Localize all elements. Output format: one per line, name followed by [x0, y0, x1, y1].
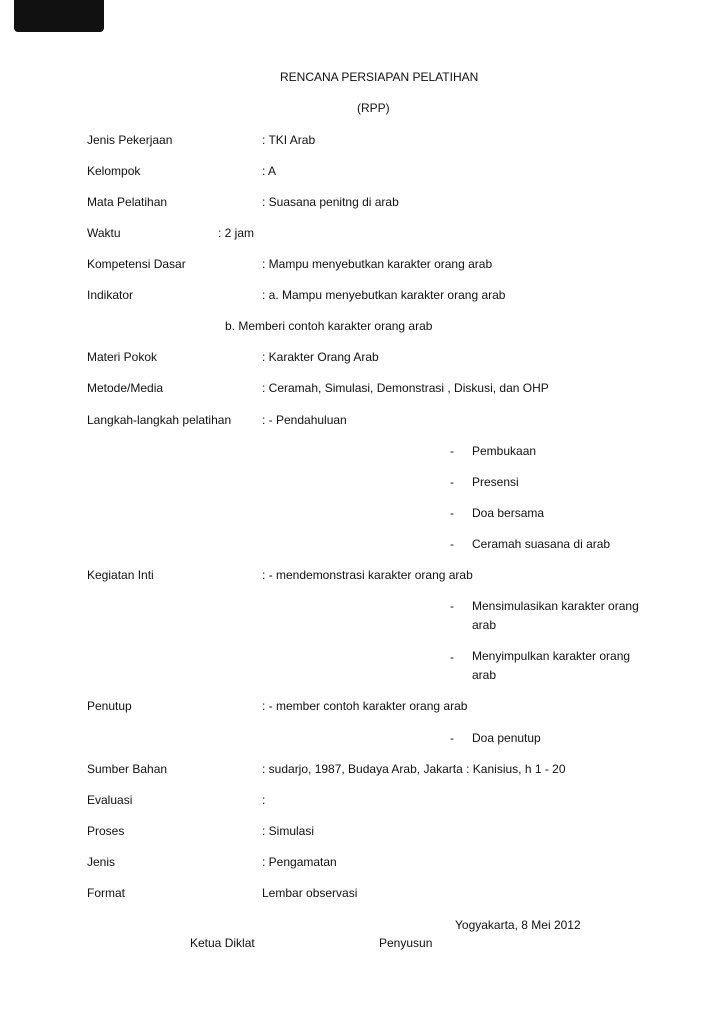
- label-kegiatan-inti: Kegiatan Inti: [87, 568, 154, 582]
- place-date: Yogyakarta, 8 Mei 2012: [455, 918, 581, 932]
- label-waktu: Waktu: [87, 226, 121, 240]
- value-mata-pelatihan: : Suasana penitng di arab: [262, 195, 399, 209]
- list-item-kegiatan-inti: Menyimpulkan karakter orang arab: [472, 649, 631, 682]
- list-item-pendahuluan: Ceramah suasana di arab: [472, 537, 611, 551]
- bullet-dash: -: [450, 444, 454, 458]
- label-mata-pelatihan: Mata Pelatihan: [87, 195, 168, 209]
- signature-ketua-diklat: Ketua Diklat: [190, 936, 255, 950]
- value-kelompok: : A: [262, 164, 277, 178]
- value-proses: : Simulasi: [262, 824, 315, 838]
- list-item-pendahuluan: Pembukaan: [472, 444, 537, 458]
- label-kelompok: Kelompok: [87, 164, 141, 178]
- value-indikator-b: b. Memberi contoh karakter orang arab: [225, 319, 433, 333]
- value-sumber-bahan: : sudarjo, 1987, Budaya Arab, Jakarta : Kanisius, h 1 - 20: [262, 762, 566, 776]
- value-penutup: : - member contoh karakter orang arab: [262, 699, 468, 713]
- value-indikator-a: : a. Mampu menyebutkan karakter orang arab: [262, 288, 506, 302]
- value-langkah-pelatihan: : - Pendahuluan: [262, 413, 347, 427]
- document-title: RENCANA PERSIAPAN PELATIHAN: [280, 70, 479, 84]
- bullet-dash: -: [450, 731, 454, 745]
- value-kegiatan-inti: : - mendemonstrasi karakter orang arab: [262, 568, 473, 582]
- label-penutup: Penutup: [87, 699, 132, 713]
- black-tab-decoration: [14, 0, 104, 32]
- bullet-dash: -: [450, 650, 454, 664]
- value-jenis: : Pengamatan: [262, 855, 337, 869]
- bullet-dash: -: [450, 506, 454, 520]
- bullet-dash: -: [450, 599, 454, 613]
- list-item-kegiatan-inti: Mensimulasikan karakter orang arab: [472, 599, 639, 632]
- value-materi-pokok: : Karakter Orang Arab: [262, 350, 379, 364]
- label-metode-media: Metode/Media: [87, 381, 164, 395]
- label-jenis-pekerjaan: Jenis Pekerjaan: [87, 133, 173, 147]
- value-jenis-pekerjaan: : TKI Arab: [262, 133, 316, 147]
- label-sumber-bahan: Sumber Bahan: [87, 762, 168, 776]
- list-item-pendahuluan: Presensi: [472, 475, 519, 489]
- bullet-dash: -: [450, 537, 454, 551]
- list-item-pendahuluan: Doa bersama: [472, 506, 545, 520]
- label-langkah-pelatihan: Langkah-langkah pelatihan: [87, 413, 232, 427]
- signature-penyusun: Penyusun: [379, 936, 433, 950]
- value-kompetensi-dasar: : Mampu menyebutkan karakter orang arab: [262, 257, 493, 271]
- value-format: Lembar observasi: [262, 886, 358, 900]
- value-metode-media: : Ceramah, Simulasi, Demonstrasi , Diskusi, dan OHP: [262, 381, 549, 395]
- label-proses: Proses: [87, 824, 125, 838]
- label-materi-pokok: Materi Pokok: [87, 350, 158, 364]
- document-subtitle: (RPP): [357, 101, 390, 115]
- label-kompetensi-dasar: Kompetensi Dasar: [87, 257, 186, 271]
- label-indikator: Indikator: [87, 288, 134, 302]
- bullet-dash: -: [450, 475, 454, 489]
- label-jenis: Jenis: [87, 855, 116, 869]
- list-item-penutup: Doa penutup: [472, 731, 541, 745]
- value-evaluasi: :: [262, 793, 266, 807]
- label-format: Format: [87, 886, 126, 900]
- label-evaluasi: Evaluasi: [87, 793, 133, 807]
- value-waktu: : 2 jam: [218, 226, 255, 240]
